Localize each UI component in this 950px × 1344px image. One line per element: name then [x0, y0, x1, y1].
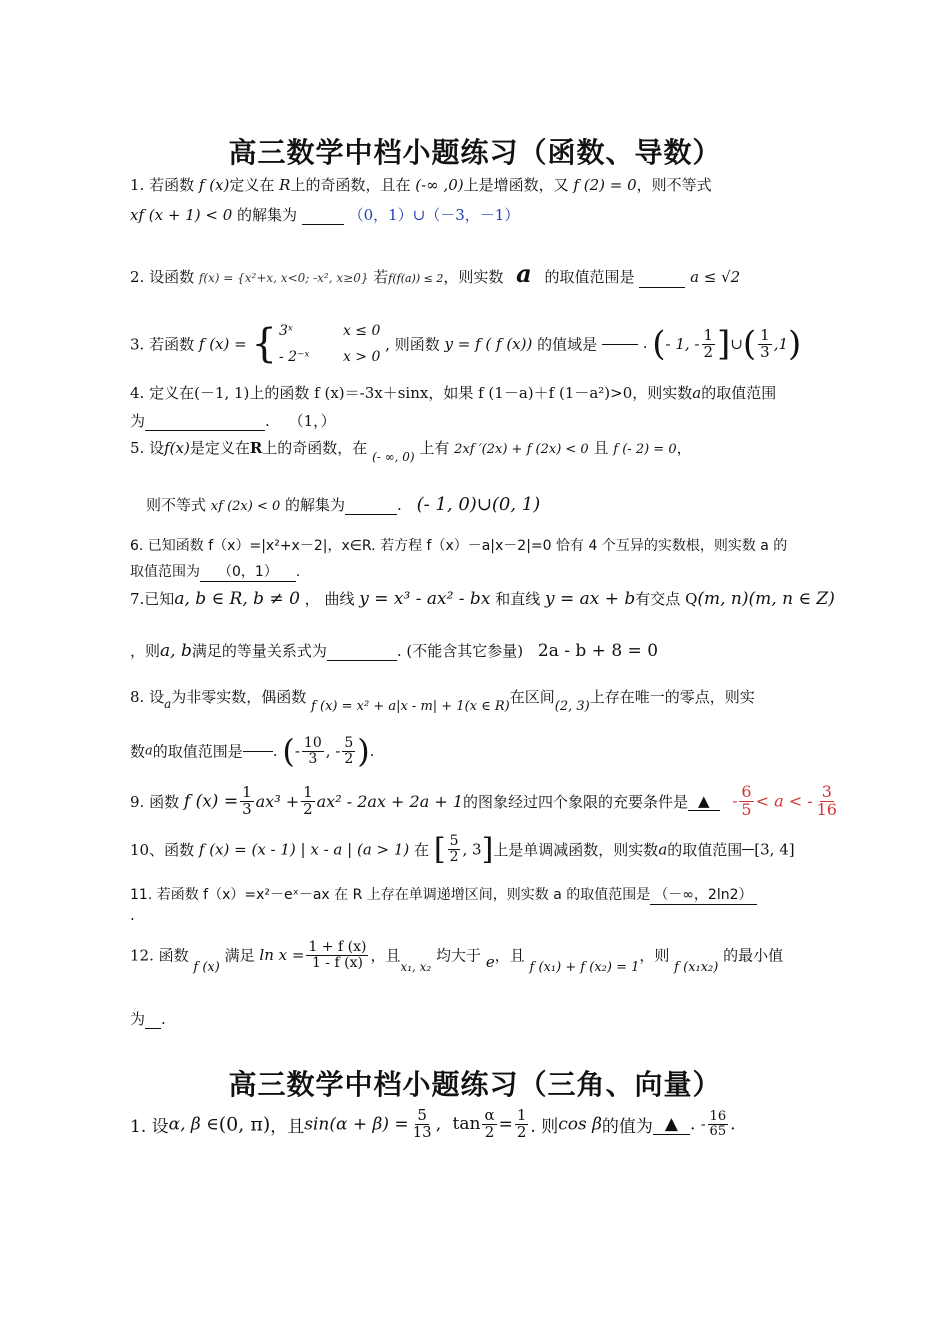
question-7-line-2	[130, 640, 830, 661]
question-9	[130, 782, 837, 832]
q1-interval: (-∞ ,0)	[415, 176, 464, 194]
q4-var: a	[692, 384, 702, 402]
q9-prefix: 9. 函数	[130, 792, 180, 811]
question-12-line-2	[130, 1008, 830, 1029]
fraction	[758, 325, 772, 361]
q5-text: 上的奇函数，在	[262, 439, 368, 457]
q8-text: 数	[130, 742, 146, 761]
q12-prefix: 12. 函数	[130, 946, 189, 965]
q8-sep: , -	[325, 742, 341, 760]
q12-text: ，且	[370, 946, 401, 965]
fraction	[702, 325, 716, 361]
q6-answer: （0，1）	[200, 561, 296, 582]
q8-var: a	[164, 697, 172, 711]
q8-text: 上存在唯一的零点，则实	[589, 688, 755, 706]
q1-text: 上是增函数，又	[463, 176, 569, 194]
q5-fx: f(x)	[164, 439, 190, 457]
answer-blank	[302, 224, 344, 225]
q10-text: 在	[414, 841, 430, 859]
frac-den: 2	[516, 1122, 527, 1141]
frac-num: 1	[303, 783, 313, 802]
q7-line: y = ax + b	[544, 589, 636, 609]
left-brace: {	[251, 321, 277, 367]
q12-text: 满足	[224, 946, 255, 965]
q6-text: .	[295, 564, 301, 580]
q3-lhs: f (x) =	[198, 335, 247, 353]
question-5-line-1	[130, 437, 830, 464]
frac-num: 5	[449, 833, 459, 850]
question-5-line-2	[146, 494, 846, 515]
fraction	[301, 785, 315, 818]
q5-condition-2: f (- 2) = 0	[613, 442, 677, 457]
bracket: (	[282, 732, 295, 770]
q1-answer: （0，1）∪（－3，－1）	[348, 206, 520, 224]
s2q1-comma: ,	[435, 1114, 442, 1135]
q3-composed: y = f ( f (x))	[444, 335, 533, 353]
frac-den: 2	[484, 1122, 495, 1141]
q9-fx: f (x) =	[183, 791, 239, 812]
question-11-line-1	[130, 884, 830, 905]
q5-text: 且	[593, 439, 609, 457]
q7-text: 和直线	[495, 590, 541, 608]
question-10	[130, 832, 830, 876]
question-6-line-1	[130, 535, 830, 555]
q6-text: 6. 已知函数 f（x）=|x²+x－2|，x∈R. 若方程 f（x）－a|x－2|=0 恰有 4 个互异的实数根，则实数 a 的	[130, 538, 788, 554]
q12-text: 的最小值	[723, 946, 784, 965]
q2-answer: a ≤ √2	[690, 268, 741, 286]
q4-text: 的取值范围	[701, 384, 777, 402]
q9-ans-mid: < a < -	[755, 791, 813, 811]
s2q1-dot: .	[730, 1114, 736, 1135]
q3-text: 的值域是	[537, 335, 598, 354]
q7-text: 满足的等量关系式为	[191, 642, 327, 660]
s2q1-ans-minus: -	[700, 1116, 706, 1133]
q8-text: .	[272, 742, 278, 760]
question-3	[130, 318, 830, 370]
frac-den: 3	[308, 750, 318, 767]
s2q1-text: ，且	[270, 1116, 305, 1137]
q3-cases	[279, 318, 380, 370]
q3-case1-expr: 3ˣ	[278, 323, 293, 339]
answer-blank	[145, 430, 265, 431]
q10-function: f (x) = (x - 1) | x - a | (a > 1)	[198, 840, 410, 859]
q2-prefix: 2. 设函数	[130, 268, 195, 286]
q8-text: 为非零实数，偶函数	[171, 688, 307, 706]
q12-vars: x₁, x₂	[400, 960, 432, 975]
q5-R: R	[249, 439, 263, 457]
q7-text: ， 曲线	[304, 590, 355, 608]
q2-text: 若	[373, 268, 389, 286]
question-2	[130, 259, 830, 288]
answer-blank-triangle: ▲	[688, 792, 720, 811]
frac-den: 5	[741, 799, 752, 819]
answer-blank	[243, 751, 273, 752]
q12-text: 为	[130, 1010, 146, 1028]
q3-prefix: 3. 若函数	[130, 335, 195, 354]
q1-fx: f (x)	[198, 176, 230, 194]
question-12-line-1	[130, 940, 830, 988]
q2-piecewise-function: f(x) = {x²+x, x<0; -x², x≥0}	[198, 271, 369, 285]
frac-den: 2	[703, 342, 714, 361]
q8-text: .	[369, 742, 375, 760]
q4-text: 4. 定义在(－1, 1)上的函数 f (x)＝-3x＋sinx，如果 f (1－a)＋f (1－a²)>0，则实数	[130, 384, 693, 402]
q5-inequality: xf (2x) < 0	[210, 499, 281, 514]
question-7-line-1	[130, 588, 835, 609]
q12-target: f (x₁x₂)	[674, 960, 719, 976]
frac-den: 13	[412, 1122, 432, 1141]
q5-text: .	[397, 496, 402, 514]
q5-text: 是定义在	[189, 439, 250, 457]
q1-text: 的解集为	[237, 206, 298, 224]
q12-text: ，则	[639, 946, 670, 965]
q3-piecewise	[251, 318, 380, 370]
q8-var: a	[145, 743, 153, 759]
q3-ans-d: ,1	[773, 335, 789, 353]
s2q1-sin: sin(α + β) =	[304, 1114, 409, 1135]
q9-text: 的图象经过四个象限的充要条件是	[463, 792, 689, 811]
q10-answer: [3, 4]	[754, 840, 795, 859]
q7-curve: y = x³ - ax² - bx	[359, 589, 491, 609]
q11-text: .	[130, 906, 135, 924]
bracket: [	[433, 832, 446, 867]
q8-function: f (x) = x² + a|x - m| + 1(x ∈ R)	[311, 699, 510, 714]
q8-interval: (2, 3)	[554, 699, 590, 714]
fraction	[306, 940, 368, 970]
q1-text: 上的奇函数，且在	[290, 176, 411, 194]
q5-text: 上有	[419, 439, 450, 457]
q10-text: 的取值范围	[667, 841, 743, 859]
fraction	[342, 736, 355, 766]
frac-num: 5	[344, 734, 354, 751]
q7-answer: 2a - b + 8 = 0	[537, 641, 659, 661]
q3-case2-expr: - 2⁻ˣ	[278, 349, 310, 365]
bracket: (	[652, 324, 666, 364]
frac-num: 5	[417, 1106, 427, 1124]
q10-interval-tail: , 3	[462, 840, 482, 859]
answer-blank	[145, 1028, 161, 1029]
question-6-line-2	[130, 561, 830, 582]
q7-point: (m, n)(m, n ∈ Z)	[697, 589, 835, 609]
section-title-trig-vectors: 高三数学中档小题练习（三角、向量）	[228, 1068, 722, 1101]
q7-vars: a, b	[160, 641, 192, 661]
fraction	[482, 1108, 496, 1141]
q10-var: a	[658, 840, 668, 859]
question-4-line-1	[130, 382, 830, 403]
s2q1-text: 的值为	[601, 1116, 653, 1137]
q5-condition: 2xf ′(2x) + f (2x) < 0	[454, 442, 589, 457]
frac-num: 1	[760, 325, 770, 344]
q9-answer	[732, 782, 841, 819]
frac-num: 1	[703, 325, 714, 344]
q5-text: 则不等式	[146, 496, 207, 514]
frac-den: 3	[242, 799, 252, 818]
fraction	[515, 1108, 529, 1141]
q1-R: R	[279, 176, 291, 194]
q5-interval: (- ∞, 0)	[372, 450, 415, 464]
q7-condition: a, b ∈ R, b ≠ 0	[174, 589, 300, 609]
q9-ans-minus: -	[732, 792, 738, 811]
q8-minus: -	[294, 742, 300, 760]
question-1-line-2	[130, 204, 830, 225]
frac-num: 1 + f (x)	[308, 939, 367, 955]
fraction	[708, 1110, 729, 1138]
q8-prefix: 8. 设	[130, 688, 165, 706]
frac-den: 1 - f (x)	[311, 954, 363, 971]
frac-num: 10	[303, 734, 322, 751]
q4-answer: （1，）	[288, 412, 336, 430]
q7-text: 有交点 Q	[635, 590, 698, 608]
frac-num: 6	[741, 782, 752, 801]
q12-ln: ln x =	[259, 946, 305, 965]
question-4-line-2	[130, 410, 830, 431]
q2-text: ，则实数	[443, 268, 504, 286]
q7-text: . (不能含其它参量)	[396, 642, 524, 660]
q3-cup: ∪	[730, 335, 743, 353]
frac-num: 3	[821, 782, 832, 801]
answer-blank	[742, 849, 754, 850]
s2q1-alpha: α,	[168, 1114, 186, 1135]
bracket: (	[742, 324, 757, 364]
q10-prefix: 10、函数	[130, 841, 195, 859]
q12-text: ，且	[494, 946, 525, 965]
q5-text: 的解集为	[285, 496, 346, 514]
question-8-line-1	[130, 686, 830, 714]
s2q1-prefix: 1. 设	[130, 1116, 169, 1137]
frac-num: 16	[709, 1109, 727, 1125]
q7-prefix: 7.已知	[130, 590, 175, 608]
fraction	[448, 834, 461, 864]
q3-case1-cond: x ≤ 0	[342, 323, 381, 339]
q8-text: 在区间	[509, 688, 555, 706]
q7-text: ，则	[130, 642, 161, 660]
q10-text: 上是单调减函数，则实数	[493, 841, 659, 859]
s2q1-eq: =	[498, 1114, 513, 1135]
frac-den: 65	[709, 1123, 727, 1139]
answer-blank	[602, 344, 638, 345]
frac-num: α	[484, 1106, 495, 1124]
answer-blank-triangle: ▲	[653, 1114, 690, 1135]
q11-text: 11. 若函数 f（x）=x²－eˣ－ax 在 R 上存在单调递增区间，则实数 a 的取值范围是	[130, 887, 651, 903]
bracket: ]	[717, 324, 731, 364]
section-title-functions: 高三数学中档小题练习（函数、导数）	[228, 136, 722, 169]
q12-condition: f (x₁) + f (x₂) = 1	[529, 960, 640, 976]
frac-den: 16	[816, 799, 837, 819]
q3-text: , 则函数	[385, 335, 440, 354]
section-2-question-1: 1. 设α, β ∈(0, π)，且sin(α + β) = $\frac{5}{13}$ , tan $\frac{\alpha}{2}$ = $\frac{1}{2}$ . 则cos β的值为 ▲ . - $\frac{16}{65}$ .	[130, 1106, 736, 1141]
s2q1-tan: tan	[452, 1114, 481, 1135]
q2-var-a: a	[516, 259, 532, 288]
fraction	[302, 736, 324, 766]
q1-text: ，则不等式	[636, 176, 712, 194]
q3-case2-cond: x > 0	[342, 349, 381, 365]
q2-condition: f(f(a)) ≤ 2	[388, 272, 444, 285]
question-11-line-2	[130, 906, 830, 924]
fraction	[240, 785, 254, 818]
frac-num: 1	[242, 783, 252, 802]
q5-prefix: 5. 设	[130, 439, 165, 457]
s2q1-text: . 则	[530, 1116, 559, 1137]
answer-blank	[345, 514, 397, 515]
q11-answer: （－∞，2ln2）	[650, 884, 756, 905]
q9-term-2: ax² - 2ax + 2a + 1	[316, 791, 463, 811]
fraction	[739, 784, 753, 819]
bracket: )	[357, 732, 370, 770]
q12-text: .	[161, 1010, 166, 1028]
q5-text: ，	[676, 439, 692, 457]
answer-blank	[639, 287, 685, 288]
q6-text: 取值范围为	[130, 564, 200, 580]
q1-condition: f (2) = 0	[573, 176, 637, 194]
frac-den: 2	[303, 799, 313, 818]
fraction	[411, 1108, 434, 1141]
frac-num: 1	[516, 1106, 527, 1124]
q8-text: 的取值范围是	[152, 742, 243, 761]
q12-text: 均大于	[436, 946, 482, 965]
frac-den: 2	[449, 849, 459, 865]
q1-text: 定义在	[229, 176, 275, 194]
s2q1-cos: cos β	[558, 1114, 602, 1135]
q4-text: 为	[130, 412, 146, 430]
bracket: )	[788, 324, 802, 364]
q9-term-1: ax³ +	[255, 791, 300, 811]
s2q1-beta: β ∈	[190, 1114, 219, 1135]
answer-blank	[327, 660, 397, 661]
q3-answer: . (- 1, - $\frac{1}{2}$ ]∪( $\frac{1}{3}$ ,1)	[642, 324, 802, 364]
q2-text: 的取值范围是	[544, 268, 635, 286]
frac-den: 2	[344, 750, 354, 767]
q1-inequality: xf (x + 1) < 0	[130, 206, 233, 224]
fraction	[815, 784, 839, 819]
question-8-line-2	[130, 732, 830, 780]
q5-answer: (- 1, 0)∪(0, 1)	[416, 494, 541, 515]
frac-den: 3	[760, 342, 770, 361]
q12-e: e	[485, 953, 495, 972]
q1-prefix: 1. 若函数	[130, 176, 195, 194]
q12-fx: f (x)	[193, 960, 220, 976]
s2q1-interval: (0, π)	[218, 1113, 271, 1136]
q3-ans-a: - 1, -	[665, 335, 700, 353]
bracket: ]	[481, 832, 494, 867]
q4-text: .	[265, 412, 270, 430]
question-1-line-1	[130, 174, 830, 195]
